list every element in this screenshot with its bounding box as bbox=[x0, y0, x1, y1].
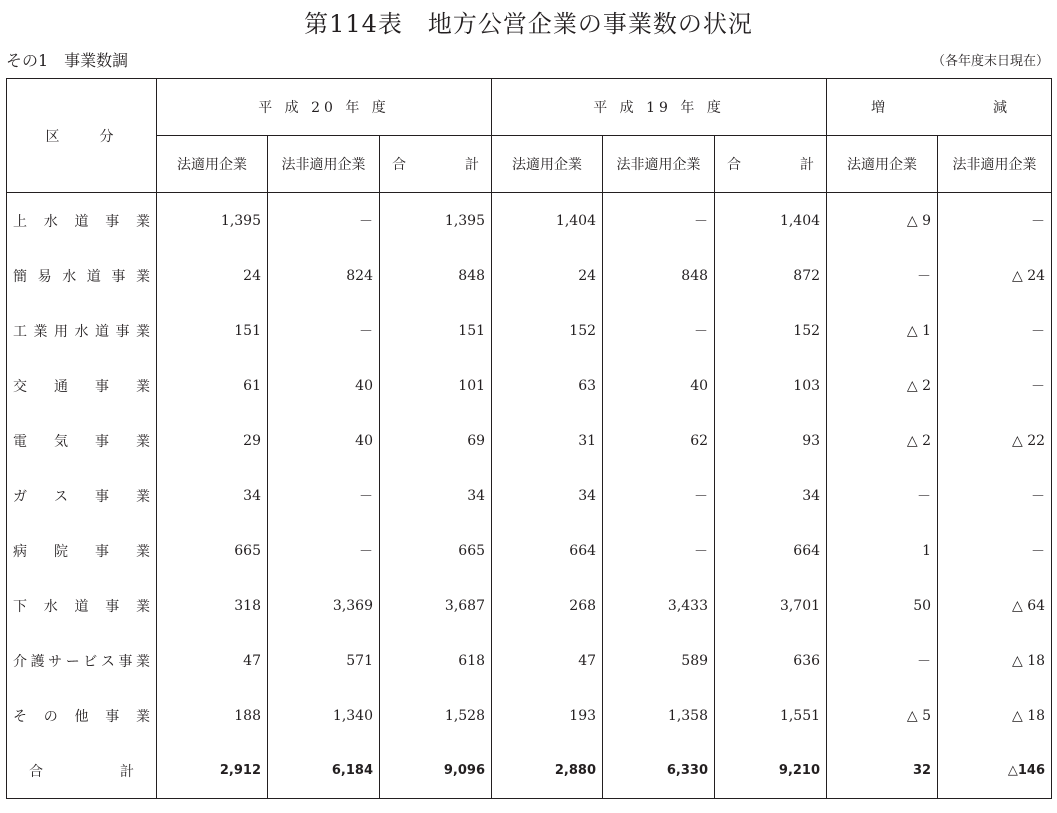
cell-change-applied: 50 bbox=[827, 578, 938, 633]
table-row bbox=[7, 248, 1052, 303]
cell-h19-non-applied: 848 bbox=[603, 248, 715, 303]
cell-h19-total: 1,551 bbox=[715, 688, 827, 743]
cell-h19-total: 34 bbox=[715, 468, 827, 523]
cell-h20-total: 618 bbox=[380, 633, 492, 688]
cell-h19-non-applied: 40 bbox=[603, 358, 715, 413]
cell-h19-applied: 34 bbox=[492, 468, 603, 523]
cell-change-applied: △ 2 bbox=[827, 358, 938, 413]
table-title: 第114表 地方公営企業の事業数の状況 bbox=[304, 10, 753, 38]
row-label: 工業用水道事業 bbox=[7, 303, 157, 358]
cell-h19-total: 3,701 bbox=[715, 578, 827, 633]
header-change-right: 減 bbox=[993, 100, 1008, 116]
cell-h20-non-applied: － bbox=[268, 523, 380, 578]
header-group-h20-label: 平 成 20 年 度 bbox=[258, 100, 390, 116]
cell-change-non-applied: － bbox=[938, 193, 1052, 249]
table-row bbox=[7, 468, 1052, 523]
row-label: 簡易水道事業 bbox=[7, 248, 157, 303]
cell-h20-non-applied: － bbox=[268, 468, 380, 523]
cell-h19-applied: 664 bbox=[492, 523, 603, 578]
cell-change-applied: △ 2 bbox=[827, 413, 938, 468]
table-row bbox=[7, 578, 1052, 633]
cell-h20-total: 1,395 bbox=[380, 193, 492, 249]
cell-h20-applied: 24 bbox=[157, 248, 268, 303]
cell-h20-non-applied: 1,340 bbox=[268, 688, 380, 743]
cell-h19-non-applied: 62 bbox=[603, 413, 715, 468]
cell-change-non-applied: － bbox=[938, 468, 1052, 523]
cell-h20-applied: 1,395 bbox=[157, 193, 268, 249]
cell-h20-total: 665 bbox=[380, 523, 492, 578]
cell-h19-non-applied: 1,358 bbox=[603, 688, 715, 743]
cell-change-non-applied: △ 18 bbox=[938, 633, 1052, 688]
subheader-change-non-applied: 法非適用企業 bbox=[938, 136, 1052, 193]
cell-h19-total: 872 bbox=[715, 248, 827, 303]
as-of-note: （各年度末日現在） bbox=[931, 54, 1049, 69]
cell-h20-non-applied: 824 bbox=[268, 248, 380, 303]
cell-change-applied: △ 1 bbox=[827, 303, 938, 358]
cell-change-applied: △ 5 bbox=[827, 688, 938, 743]
row-label: 電気事業 bbox=[7, 413, 157, 468]
row-label: 病院事業 bbox=[7, 523, 157, 578]
cell-h19-non-applied: 3,433 bbox=[603, 578, 715, 633]
cell-h19-applied: 1,404 bbox=[492, 193, 603, 249]
cell-change-non-applied: △ 18 bbox=[938, 688, 1052, 743]
table-row bbox=[7, 633, 1052, 688]
row-label: 交通事業 bbox=[7, 358, 157, 413]
subheader-h19-non-applied: 法非適用企業 bbox=[603, 136, 715, 193]
cell-h20-total: 3,687 bbox=[380, 578, 492, 633]
table-row bbox=[7, 303, 1052, 358]
cell-h20-total: 1,528 bbox=[380, 688, 492, 743]
cell-h19-applied: 152 bbox=[492, 303, 603, 358]
header-group-h20 bbox=[157, 79, 492, 136]
row-label: その他事業 bbox=[7, 688, 157, 743]
subheader-h20-applied: 法適用企業 bbox=[157, 136, 268, 193]
row-label: 下水道事業 bbox=[7, 578, 157, 633]
cell-h20-applied: 318 bbox=[157, 578, 268, 633]
cell-h19-non-applied: － bbox=[603, 523, 715, 578]
cell-h20-total: 9,096 bbox=[380, 743, 492, 799]
table-row bbox=[7, 523, 1052, 578]
subheader-h19-applied: 法適用企業 bbox=[492, 136, 603, 193]
header-group-change bbox=[827, 79, 1052, 136]
cell-h19-applied: 193 bbox=[492, 688, 603, 743]
cell-h20-total: 151 bbox=[380, 303, 492, 358]
cell-h19-non-applied: 589 bbox=[603, 633, 715, 688]
cell-change-non-applied: △146 bbox=[938, 743, 1052, 799]
cell-h20-total: 34 bbox=[380, 468, 492, 523]
cell-h20-total: 69 bbox=[380, 413, 492, 468]
cell-h19-total: 664 bbox=[715, 523, 827, 578]
cell-h20-non-applied: 3,369 bbox=[268, 578, 380, 633]
cell-h20-applied: 665 bbox=[157, 523, 268, 578]
cell-change-applied: － bbox=[827, 633, 938, 688]
cell-h19-applied: 2,880 bbox=[492, 743, 603, 799]
cell-h19-non-applied: － bbox=[603, 468, 715, 523]
cell-h20-applied: 47 bbox=[157, 633, 268, 688]
subheader-h20-total: 合 計 bbox=[380, 136, 492, 193]
cell-h19-non-applied: 6,330 bbox=[603, 743, 715, 799]
cell-change-non-applied: － bbox=[938, 358, 1052, 413]
cell-change-applied: 32 bbox=[827, 743, 938, 799]
subheader-change-applied: 法適用企業 bbox=[827, 136, 938, 193]
cell-h20-applied: 29 bbox=[157, 413, 268, 468]
cell-h19-total: 9,210 bbox=[715, 743, 827, 799]
cell-h20-total: 101 bbox=[380, 358, 492, 413]
row-label: ガス事業 bbox=[7, 468, 157, 523]
table-subtitle: その1 事業数調 bbox=[6, 51, 129, 70]
row-label-total: 合 計 bbox=[7, 743, 157, 799]
cell-h19-total: 152 bbox=[715, 303, 827, 358]
cell-h20-non-applied: － bbox=[268, 193, 380, 249]
cell-h20-applied: 151 bbox=[157, 303, 268, 358]
cell-change-applied: △ 9 bbox=[827, 193, 938, 249]
business-count-table bbox=[6, 78, 1052, 799]
cell-h19-applied: 268 bbox=[492, 578, 603, 633]
header-change-left: 増 bbox=[871, 100, 886, 116]
cell-h20-total: 848 bbox=[380, 248, 492, 303]
subheader-h19-total: 合 計 bbox=[715, 136, 827, 193]
header-group-h19-label: 平 成 19 年 度 bbox=[593, 100, 725, 116]
cell-h20-applied: 34 bbox=[157, 468, 268, 523]
cell-h19-applied: 47 bbox=[492, 633, 603, 688]
cell-change-non-applied: － bbox=[938, 523, 1052, 578]
row-label: 介護サービス事業 bbox=[7, 633, 157, 688]
cell-change-applied: － bbox=[827, 468, 938, 523]
cell-h20-non-applied: 6,184 bbox=[268, 743, 380, 799]
header-category-label: 区 分 bbox=[45, 128, 118, 145]
cell-h19-total: 636 bbox=[715, 633, 827, 688]
table-row bbox=[7, 193, 1052, 249]
cell-h19-non-applied: － bbox=[603, 193, 715, 249]
cell-h19-total: 93 bbox=[715, 413, 827, 468]
cell-h19-total: 103 bbox=[715, 358, 827, 413]
cell-h20-non-applied: 40 bbox=[268, 413, 380, 468]
cell-h19-applied: 63 bbox=[492, 358, 603, 413]
subheader-h20-non-applied: 法非適用企業 bbox=[268, 136, 380, 193]
cell-change-non-applied: △ 24 bbox=[938, 248, 1052, 303]
cell-h20-applied: 188 bbox=[157, 688, 268, 743]
cell-h19-total: 1,404 bbox=[715, 193, 827, 249]
cell-h19-non-applied: － bbox=[603, 303, 715, 358]
cell-h19-applied: 31 bbox=[492, 413, 603, 468]
cell-change-applied: － bbox=[827, 248, 938, 303]
header-category bbox=[7, 79, 157, 193]
header-group-h19 bbox=[492, 79, 827, 136]
cell-h20-applied: 61 bbox=[157, 358, 268, 413]
cell-h20-non-applied: － bbox=[268, 303, 380, 358]
cell-h19-applied: 24 bbox=[492, 248, 603, 303]
table-row bbox=[7, 413, 1052, 468]
cell-h20-applied: 2,912 bbox=[157, 743, 268, 799]
cell-change-non-applied: △ 22 bbox=[938, 413, 1052, 468]
cell-change-non-applied: － bbox=[938, 303, 1052, 358]
row-label: 上水道事業 bbox=[7, 193, 157, 249]
cell-h20-non-applied: 571 bbox=[268, 633, 380, 688]
cell-change-non-applied: △ 64 bbox=[938, 578, 1052, 633]
cell-h20-non-applied: 40 bbox=[268, 358, 380, 413]
table-total-row bbox=[7, 743, 1052, 799]
cell-change-applied: 1 bbox=[827, 523, 938, 578]
table-row bbox=[7, 688, 1052, 743]
table-row bbox=[7, 358, 1052, 413]
